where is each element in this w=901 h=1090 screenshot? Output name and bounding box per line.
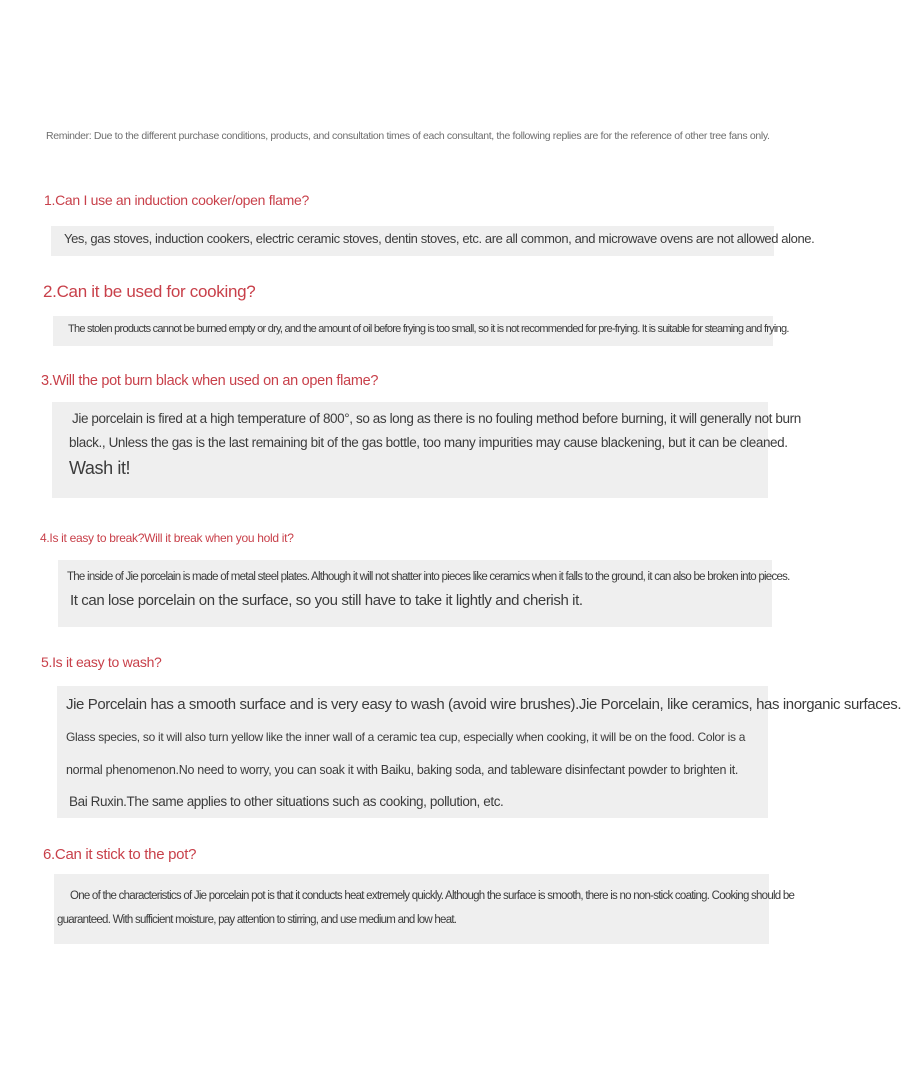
faq-question-6: 6.Can it stick to the pot? [43,846,197,863]
faq-answer-2 [53,316,789,346]
answer-line: The stolen products cannot be burned empty or dry, and the amount of oil before frying is too small, so it is not recommended for pre-frying. It is suitable for steaming and frying. [68,323,789,335]
answer-line: normal phenomenon.No need to worry, you can soak it with Baiku, baking soda, and tableware disinfectant powder to brighten it. [66,763,739,777]
answer-line: Glass species, so it will also turn yellow like the inner wall of a ceramic tea cup, especially when cooking, it will be on the food. Color is a [66,730,746,744]
faq-question-2: 2.Can it be used for cooking? [43,282,256,301]
faq-answer-6 [54,874,795,944]
answer-line: Jie Porcelain has a smooth surface and is very easy to wash (avoid wire brushes).Jie Porcelain, like ceramics, has inorganic surfaces. [66,696,901,713]
answer-line: The inside of Jie porcelain is made of metal steel plates. Although it will not shatter into pieces like ceramics when it falls to the ground, it can also be broken into pieces. [67,571,790,583]
faq-question-3: 3.Will the pot burn black when used on an open flame? [41,373,379,389]
answer-line: guaranteed. With sufficient moisture, pay attention to stirring, and use medium and low heat. [57,914,457,926]
faq-question-5: 5.Is it easy to wash? [41,654,162,670]
faq-answer-4 [58,560,790,627]
answer-line: One of the characteristics of Jie porcelain pot is that it conducts heat extremely quickly. Although the surface is smooth, there is no non-stick coating. Cooking should be [70,890,795,902]
faq-question-4: 4.Is it easy to break?Will it break when you hold it? [40,531,294,545]
faq-question-1: 1.Can I use an induction cooker/open flame? [44,192,309,208]
answer-line: Jie porcelain is fired at a high temperature of 800°, so as long as there is no fouling method before burning, it will generally not burn [72,411,801,426]
reminder-note: Reminder: Due to the different purchase conditions, products, and consultation times of each consultant, the following replies are for the reference of other tree fans only. [46,130,770,142]
answer-line: Bai Ruxin.The same applies to other situations such as cooking, pollution, etc. [69,794,504,809]
answer-line: It can lose porcelain on the surface, so you still have to take it lightly and cherish it. [70,592,583,609]
answer-line: Wash it! [69,458,131,478]
answer-line: Yes, gas stoves, induction cookers, electric ceramic stoves, dentin stoves, etc. are all common, and microwave ovens are not allowed alone. [64,231,815,246]
answer-line: black., Unless the gas is the last remaining bit of the gas bottle, too many impurities may cause blackening, but it can be cleaned. [69,435,788,450]
faq-answer-1 [51,226,815,256]
faq-answer-3 [52,402,801,498]
faq-answer-5 [57,686,901,818]
